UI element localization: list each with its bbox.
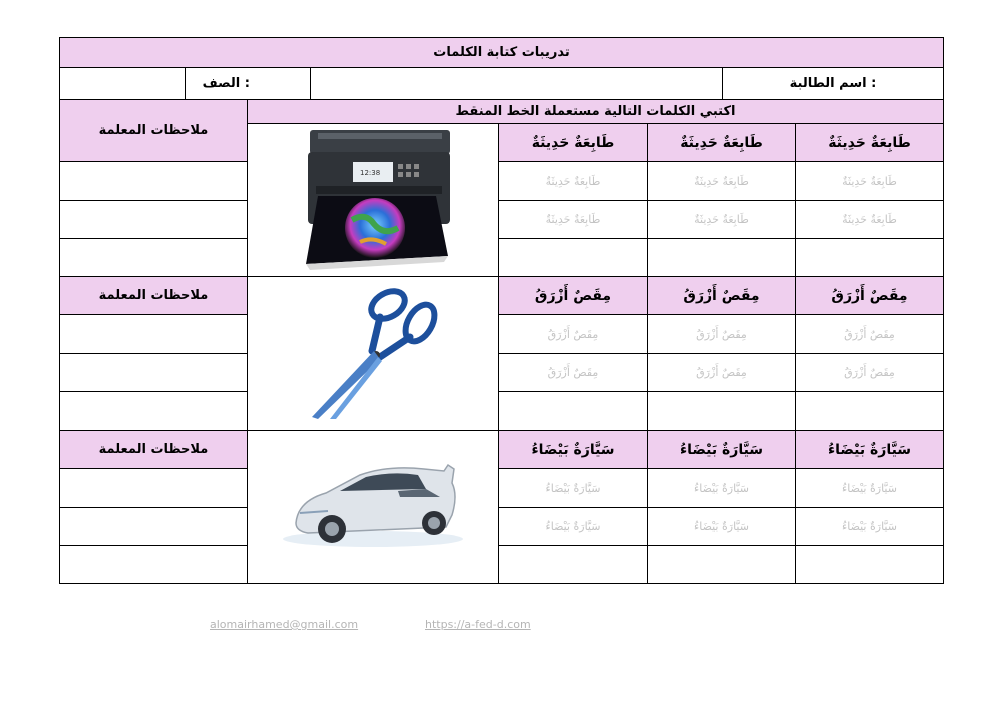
trace-word[interactable]: سَيَّارَةٌ بَيْضَاءُ bbox=[498, 507, 648, 546]
word-header: سَيَّارَةٌ بَيْضَاءُ bbox=[647, 430, 796, 469]
trace-word[interactable]: طَابِعَةٌ حَدِيثَةٌ bbox=[647, 161, 796, 201]
trace-word[interactable]: مِقَصٌ أَزْرَقُ bbox=[498, 353, 648, 392]
teacher-notes-header: ملاحظات المعلمة bbox=[59, 276, 248, 315]
car-image-cell bbox=[247, 430, 499, 584]
teacher-notes-header: ملاحظات المعلمة bbox=[59, 430, 248, 469]
trace-word[interactable]: طَابِعَةٌ حَدِيثَةٌ bbox=[498, 161, 648, 201]
writing-cell[interactable] bbox=[795, 545, 944, 584]
writing-cell[interactable] bbox=[795, 391, 944, 431]
teacher-notes-cell[interactable] bbox=[59, 200, 248, 239]
student-name-field[interactable] bbox=[310, 67, 723, 100]
writing-cell[interactable] bbox=[498, 238, 648, 277]
teacher-notes-cell[interactable] bbox=[59, 314, 248, 354]
teacher-notes-cell[interactable] bbox=[59, 468, 248, 508]
trace-word[interactable]: سَيَّارَةٌ بَيْضَاءُ bbox=[647, 507, 796, 546]
word-header: سَيَّارَةٌ بَيْضَاءُ bbox=[795, 430, 944, 469]
word-header: طَابِعَةٌ حَدِيثَةٌ bbox=[647, 123, 796, 162]
writing-cell[interactable] bbox=[795, 238, 944, 277]
svg-text:12:38: 12:38 bbox=[360, 169, 381, 177]
grade-field[interactable] bbox=[59, 67, 186, 100]
writing-cell[interactable] bbox=[498, 545, 648, 584]
teacher-notes-cell[interactable] bbox=[59, 391, 248, 431]
word-header: سَيَّارَةٌ بَيْضَاءُ bbox=[498, 430, 648, 469]
worksheet-title: تدريبات كتابة الكلمات bbox=[59, 37, 944, 68]
trace-word[interactable]: طَابِعَةٌ حَدِيثَةٌ bbox=[795, 161, 944, 201]
word-header: مِقَصٌ أَزْرَقُ bbox=[795, 276, 944, 315]
grade-label: الصف : bbox=[185, 67, 311, 100]
scissors-image bbox=[248, 277, 498, 430]
teacher-notes-cell[interactable] bbox=[59, 353, 248, 392]
scissors-image-cell bbox=[247, 276, 499, 431]
word-header: طَابِعَةٌ حَدِيثَةٌ bbox=[498, 123, 648, 162]
student-name-label: اسم الطالبة : bbox=[722, 67, 944, 100]
teacher-notes-cell[interactable] bbox=[59, 545, 248, 584]
printer-image bbox=[248, 124, 498, 276]
writing-cell[interactable] bbox=[647, 391, 796, 431]
trace-word[interactable]: طَابِعَةٌ حَدِيثَةٌ bbox=[795, 200, 944, 239]
teacher-notes-cell[interactable] bbox=[59, 161, 248, 201]
word-header: مِقَصٌ أَزْرَقُ bbox=[498, 276, 648, 315]
writing-cell[interactable] bbox=[498, 391, 648, 431]
trace-word[interactable]: طَابِعَةٌ حَدِيثَةٌ bbox=[498, 200, 648, 239]
printer-image-cell bbox=[247, 123, 499, 277]
teacher-notes-cell[interactable] bbox=[59, 507, 248, 546]
trace-word[interactable]: مِقَصٌ أَزْرَقُ bbox=[647, 314, 796, 354]
trace-word[interactable]: مِقَصٌ أَزْرَقُ bbox=[795, 353, 944, 392]
writing-cell[interactable] bbox=[647, 238, 796, 277]
trace-word[interactable]: مِقَصٌ أَزْرَقُ bbox=[498, 314, 648, 354]
trace-word[interactable]: سَيَّارَةٌ بَيْضَاءُ bbox=[795, 468, 944, 508]
teacher-notes-cell[interactable] bbox=[59, 238, 248, 277]
trace-word[interactable]: سَيَّارَةٌ بَيْضَاءُ bbox=[795, 507, 944, 546]
car-image bbox=[248, 431, 498, 583]
writing-cell[interactable] bbox=[647, 545, 796, 584]
instruction: اكتبي الكلمات التالية مستعملة الخط المنقط bbox=[247, 99, 944, 124]
word-header: مِقَصٌ أَزْرَقُ bbox=[647, 276, 796, 315]
trace-word[interactable]: سَيَّارَةٌ بَيْضَاءُ bbox=[498, 468, 648, 508]
footer-website[interactable]: https://a-fed-d.com bbox=[425, 618, 531, 631]
footer-email[interactable]: alomairhamed@gmail.com bbox=[210, 618, 359, 631]
word-header: طَابِعَةٌ حَدِيثَةٌ bbox=[795, 123, 944, 162]
trace-word[interactable]: مِقَصٌ أَزْرَقُ bbox=[647, 353, 796, 392]
teacher-notes-header: ملاحظات المعلمة bbox=[59, 99, 248, 162]
trace-word[interactable]: مِقَصٌ أَزْرَقُ bbox=[795, 314, 944, 354]
trace-word[interactable]: سَيَّارَةٌ بَيْضَاءُ bbox=[647, 468, 796, 508]
trace-word[interactable]: طَابِعَةٌ حَدِيثَةٌ bbox=[647, 200, 796, 239]
